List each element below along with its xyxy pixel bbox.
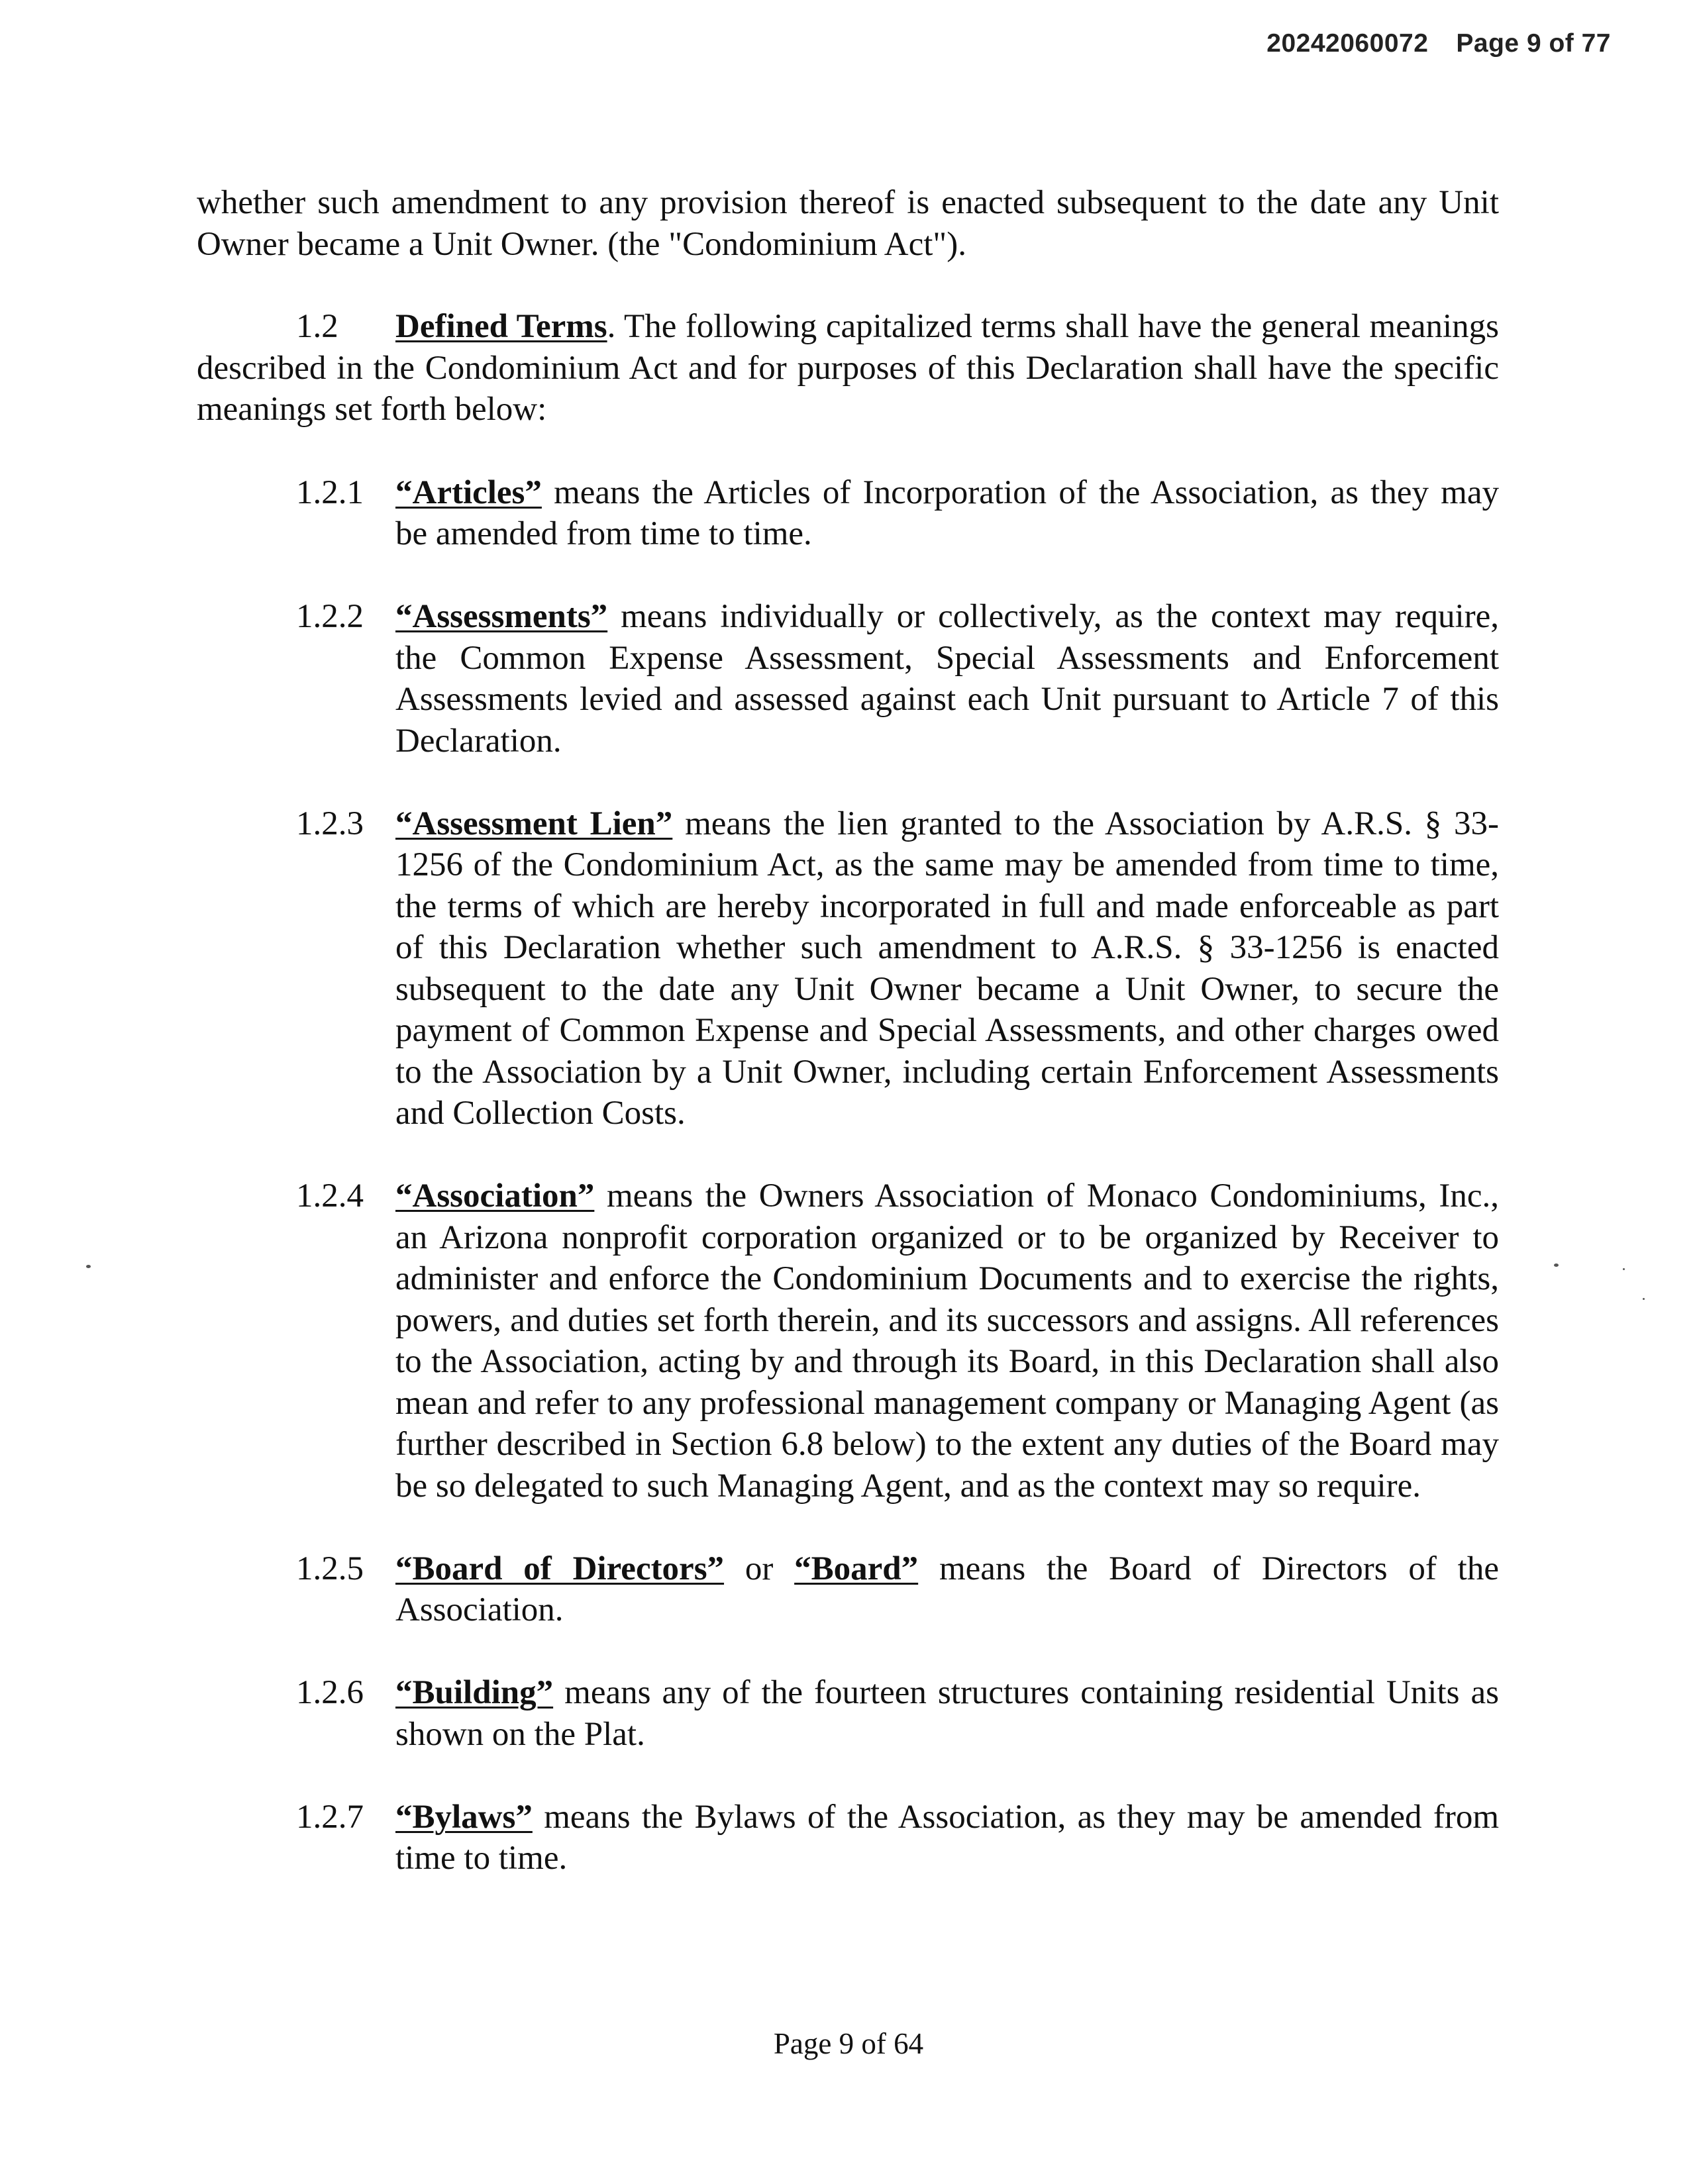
definition-number: 1.2.7 [296, 1798, 364, 1836]
definition-item [197, 803, 1499, 1134]
intro-paragraph: whether such amendment to any provision thereof is enacted subsequent to the date any Unit Owner became a Unit Owner. (the "Condominium Act"). [197, 184, 1499, 263]
definition-text: means individually or collectively, as the context may require, the Common Expense Assessment, Special Assessments and Enforcement Assessments levied and assessed against each Unit pursuant to Article 7 of this Declaration. [395, 598, 1499, 760]
definition-text: means the lien granted to the Association by A.R.S. § 33-1256 of the Condominium Act, as the same may be amended from time to time, the terms of which are hereby incorporated in full and made enforceable as part of this Declaration whether such amendment to A.R.S. § 33-1256 is enacted subsequent to the date any Unit Owner became a Unit Owner, to secure the payment of Common Expense and Special Assessments, and other charges owed to the Association by a Unit Owner, including certain Enforcement Assessments and Collection Costs. [395, 805, 1499, 1132]
definition-term: “Assessments” [395, 598, 608, 635]
definition-number: 1.2.6 [296, 1674, 364, 1711]
document-body [197, 182, 1499, 1920]
scan-speck [1554, 1264, 1559, 1267]
definition-text: means the Articles of Incorporation of the Association, as they may be amended from time to time. [395, 473, 1499, 552]
definition-number: 1.2.4 [296, 1177, 364, 1215]
definition-item [197, 1548, 1499, 1631]
definition-term: “Bylaws” [395, 1798, 533, 1836]
section-title: Defined Terms [395, 308, 607, 345]
definition-number: 1.2.3 [296, 805, 364, 842]
definition-term: “Assessment Lien” [395, 805, 673, 842]
scan-speck [1623, 1268, 1625, 1270]
definition-number: 1.2.2 [296, 598, 364, 635]
definition-number: 1.2.1 [296, 473, 364, 511]
definition-term: “Association” [395, 1177, 595, 1215]
definition-item [197, 1175, 1499, 1507]
section-1-2-paragraph [197, 306, 1499, 430]
definition-text: means the Owners Association of Monaco Condominiums, Inc., an Arizona nonprofit corporation organized or to be organized by Receiver to administer and enforce the Condominium Documents and to exercise the rights, powers, and duties set forth therein, and its successors and assigns. All references to the Association, acting by and through its Board, in this Declaration shall also mean and refer to any professional management company or Managing Agent (as further described in Section 6.8 below) to the extent any duties of the Board may be so delegated to such Managing Agent, and as the context may so require. [395, 1177, 1499, 1505]
scan-speck [1643, 1298, 1645, 1300]
definition-term: “Building” [395, 1674, 554, 1711]
page-footer: Page 9 of 64 [773, 2027, 924, 2060]
definition-item [197, 1672, 1499, 1755]
definition-text: means the Bylaws of the Association, as they may be amended from time to time. [395, 1798, 1499, 1877]
recording-page-number: Page 9 of 77 [1456, 29, 1611, 58]
section-number: 1.2 [296, 308, 338, 345]
definition-connector: or [724, 1550, 795, 1587]
recording-stamp [1266, 29, 1611, 58]
scan-speck [86, 1265, 91, 1268]
definition-text: means any of the fourteen structures containing residential Units as shown on the Plat. [395, 1674, 1499, 1753]
section-text: . The following capitalized terms shall have the general meanings described in the Condominium Act and for purposes of this Declaration shall have the specific meanings set forth below: [197, 308, 1500, 428]
definition-item [197, 1797, 1499, 1879]
document-number: 20242060072 [1266, 29, 1429, 58]
definition-term: “Board of Directors” [395, 1550, 725, 1587]
definition-item [197, 596, 1499, 762]
definition-text: means the Board of Directors of the Association. [395, 1550, 1499, 1628]
definition-item [197, 472, 1499, 555]
definition-number: 1.2.5 [296, 1550, 364, 1587]
definition-term: “Articles” [395, 473, 542, 511]
definition-term-alt: “Board” [794, 1550, 919, 1587]
